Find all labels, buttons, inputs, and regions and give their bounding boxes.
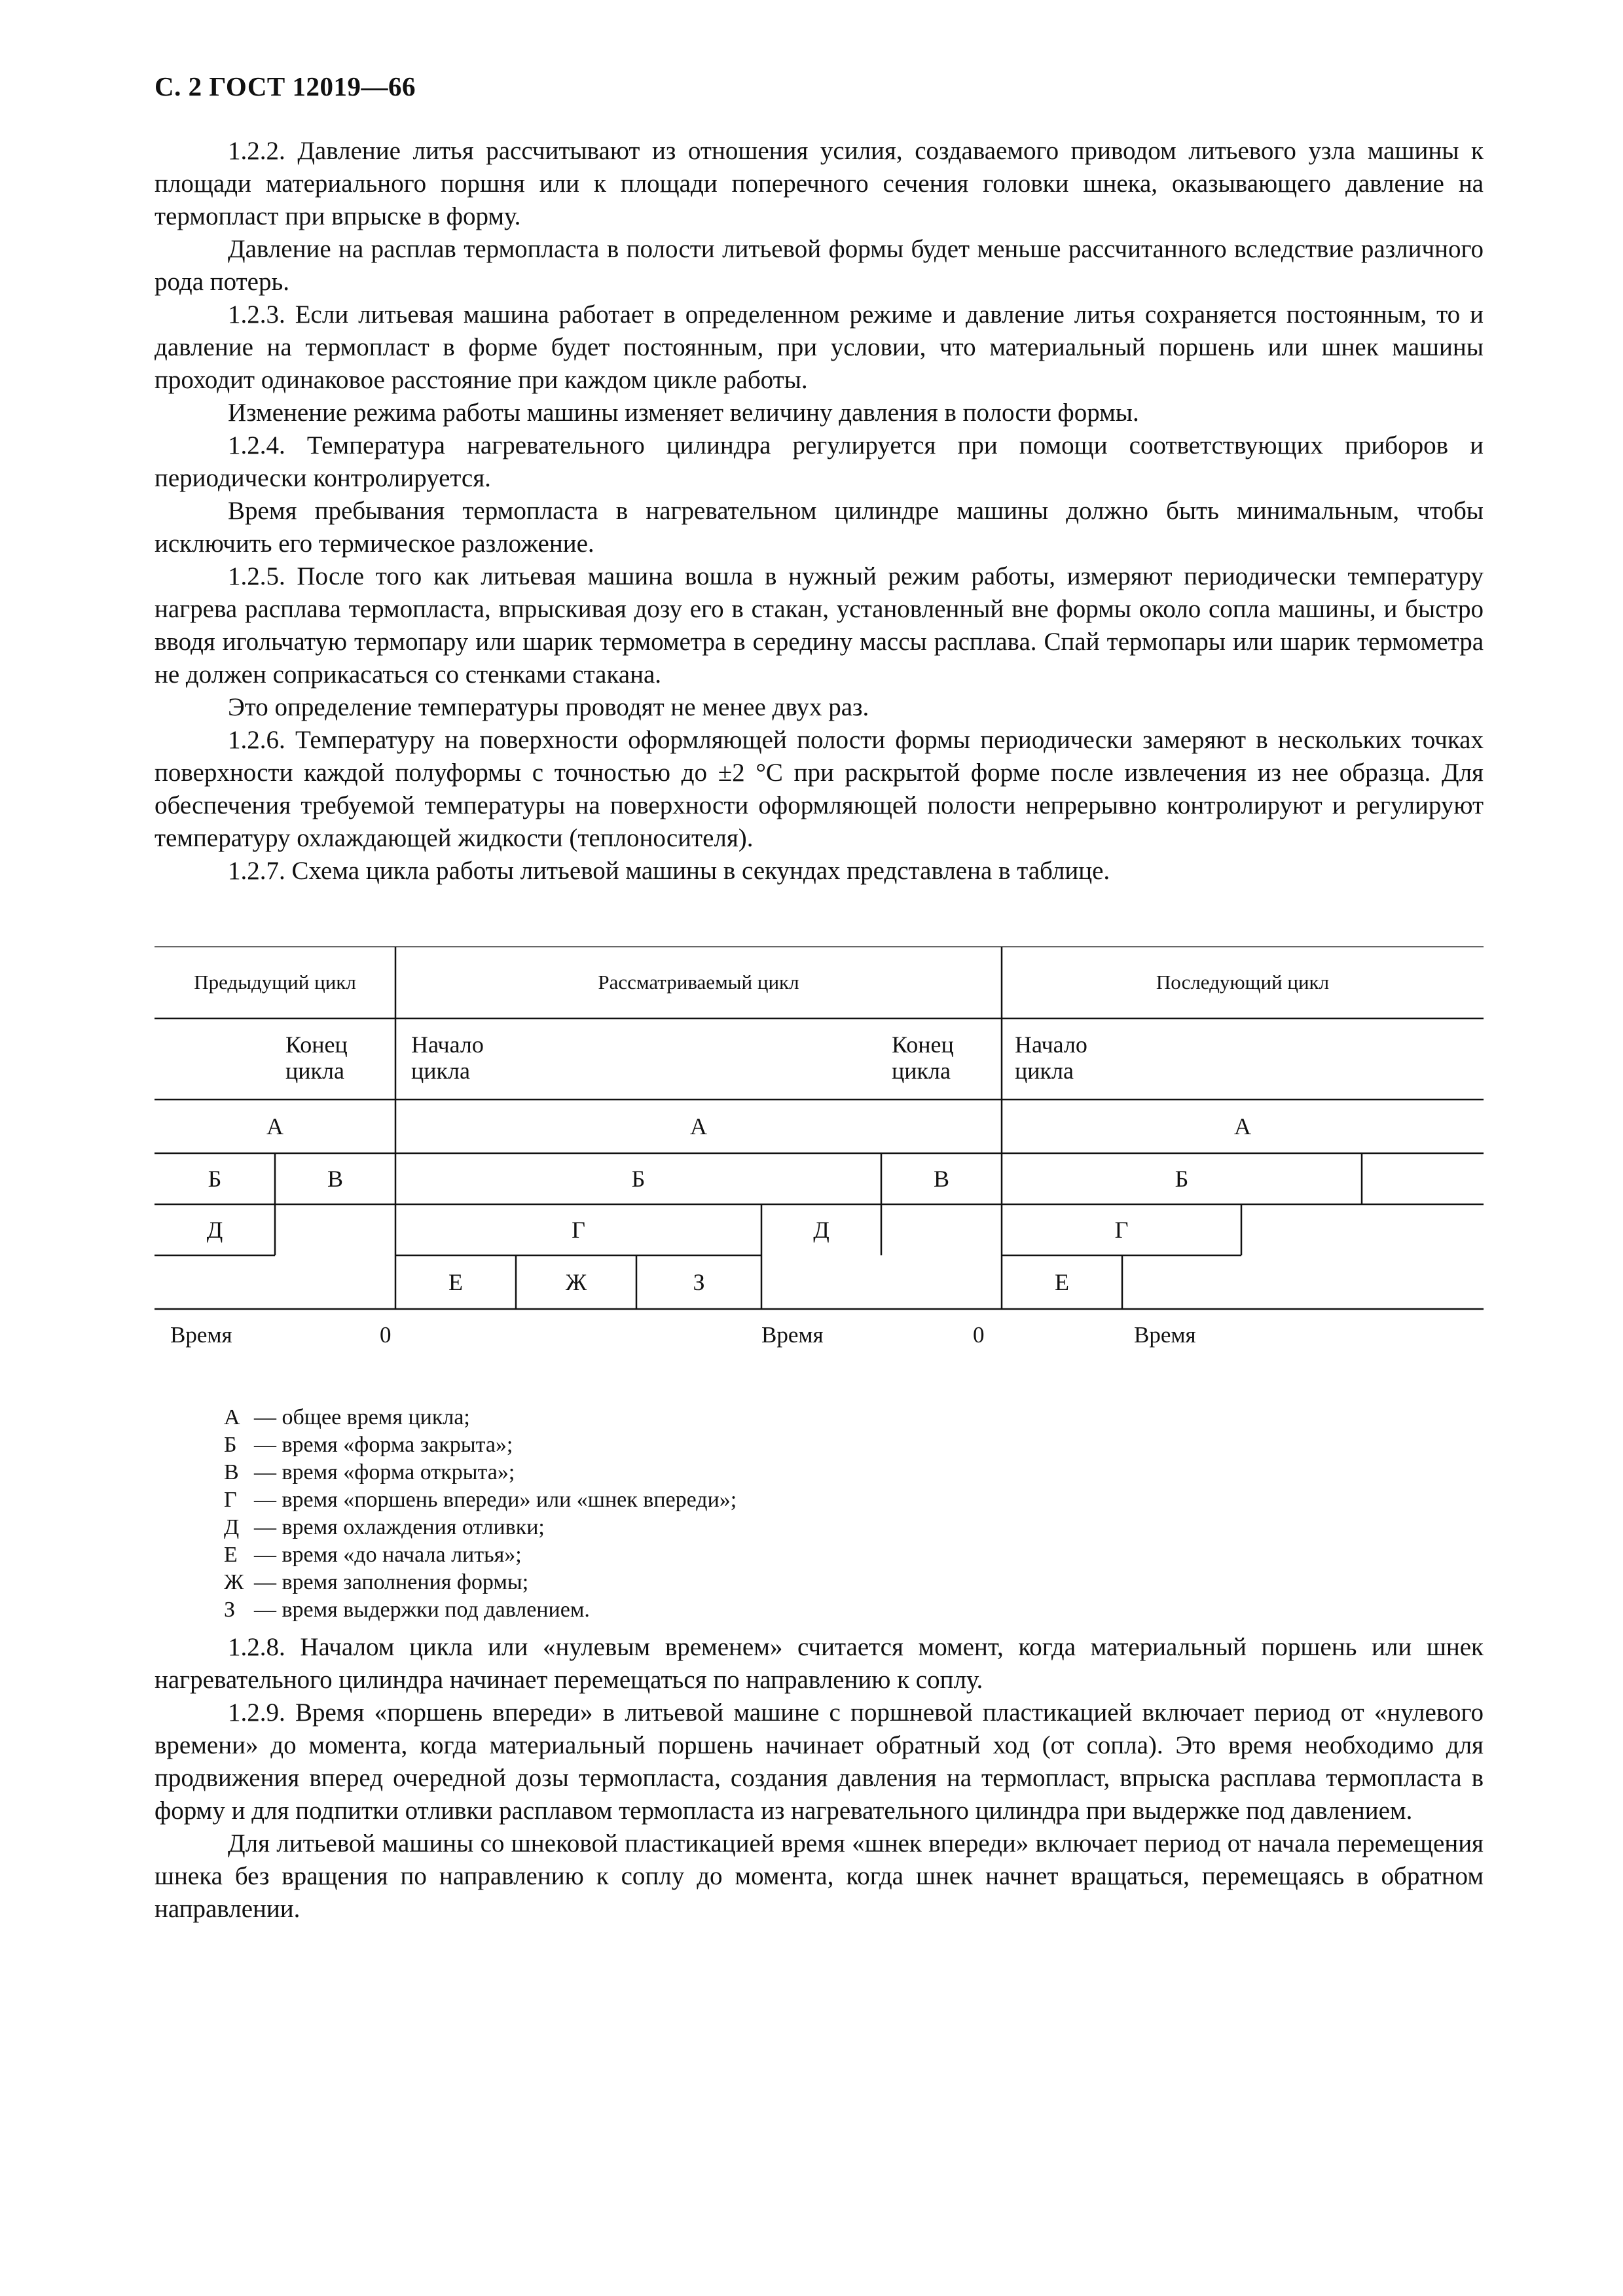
scheme-legend [224, 1404, 737, 1624]
legend-item [224, 1431, 737, 1459]
cell-d-current: Д [813, 1217, 830, 1243]
legend-letter: А [224, 1405, 240, 1429]
paragraph: Время пребывания термопласта в нагревательном цилиндре машины должно быть минимальным, чтобы исключить его термическое разложение. [155, 497, 1484, 558]
legend-text: — время охлаждения отливки; [254, 1515, 545, 1539]
cell-b-next: Б [1175, 1166, 1189, 1192]
zero-label-next: 0 [973, 1322, 985, 1348]
paragraph: 1.2.2. Давление литья рассчитывают из отношения усилия, создаваемого приводом литьевого узла машины к площади материального поршня или к площади поперечного сечения головки шнека, оказывающего давление на термопласт при впрыске в форму. [155, 137, 1484, 230]
legend-text: — время заполнения формы; [254, 1570, 529, 1594]
time-label-prev: Время [170, 1322, 232, 1348]
next-start-cycle: Начало цикла [1015, 1031, 1087, 1084]
cell-d-prev: Д [206, 1217, 223, 1243]
cycle-scheme-table [155, 946, 1484, 1405]
cell-e-next: Е [1055, 1269, 1069, 1295]
header-prev-cycle: Предыдущий цикл [194, 971, 356, 994]
cell-b-prev: Б [208, 1166, 222, 1192]
paragraph: 1.2.9. Время «поршень впереди» в литьевой машине с поршневой пластикацией включает период от «нулевого времени» до момента, когда материальный поршень начинает обратный ход (от сопла). Это время необходимо для продвижения вперед очередной дозы термопласта, создания давления на термопласт, впрыска расплава термопласта в форму и для подпитки отливки расплавом термопласта из нагревательного цилиндра при выдержке под давлением. [155, 1698, 1484, 1825]
legend-item [224, 1486, 737, 1514]
legend-item [224, 1596, 737, 1624]
cell-a-prev: А [266, 1113, 283, 1139]
cell-v-prev: В [327, 1166, 343, 1192]
legend-item [224, 1569, 737, 1596]
cell-g-next: Г [1114, 1217, 1129, 1243]
legend-text: — время «поршень впереди» или «шнек впереди»; [254, 1488, 737, 1512]
legend-item [224, 1459, 737, 1486]
cell-z-current: З [693, 1269, 705, 1295]
time-label-next: Время [1134, 1322, 1196, 1348]
paragraph: Это определение температуры проводят не менее двух раз. [228, 693, 869, 721]
legend-letter: Ж [224, 1570, 244, 1594]
paragraph: Изменение режима работы машины изменяет величину давления в полости формы. [228, 399, 1139, 427]
legend-letter: Е [224, 1543, 238, 1567]
cell-a-next: А [1234, 1113, 1251, 1139]
current-end-cycle: Конец цикла [892, 1031, 954, 1084]
legend-item [224, 1541, 737, 1569]
legend-letter: З [224, 1598, 236, 1622]
legend-text: — время выдержки под давлением. [254, 1598, 590, 1622]
paragraph: 1.2.7. Схема цикла работы литьевой машины в секундах представлена в таблице. [228, 857, 1110, 885]
legend-text: — время «форма открыта»; [254, 1460, 515, 1484]
body-text-bottom [155, 1631, 1484, 1926]
header-next-cycle: Последующий цикл [1156, 971, 1330, 994]
page-header: С. 2 ГОСТ 12019—66 [155, 71, 416, 101]
header-current-cycle: Рассматриваемый цикл [598, 971, 799, 994]
legend-letter: Г [224, 1488, 237, 1512]
zero-label-current: 0 [380, 1322, 392, 1348]
legend-text: — общее время цикла; [254, 1405, 470, 1429]
legend-letter: В [224, 1460, 239, 1484]
current-start-cycle: Начало цикла [411, 1031, 484, 1084]
prev-end-cycle: Конец цикла [285, 1031, 348, 1084]
time-label-current: Время [761, 1322, 824, 1348]
cell-e-current: Е [448, 1269, 463, 1295]
paragraph: 1.2.6. Температуру на поверхности оформляющей полости формы периодически замеряют в нескольких точках поверхности каждой полуформы с точностью до ±2 °С при раскрытой форме после извлечения из нее образца. Для обеспечения требуемой температуры на поверхности оформляющей полости непрерывно контролируют и регулируют температуру охлаждающей жидкости (теплоносителя). [155, 726, 1484, 852]
cell-zh-current: Ж [565, 1269, 587, 1295]
body-text-top [155, 135, 1484, 888]
paragraph: 1.2.4. Температура нагревательного цилиндра регулируется при помощи соответствующих приборов и периодически контролируется. [155, 431, 1484, 492]
paragraph: 1.2.3. Если литьевая машина работает в определенном режиме и давление литья сохраняется постоянным, то и давление на термопласт в форме будет постоянным, при условии, что материальный поршень или шнек машины проходит одинаковое расстояние при каждом цикле работы. [155, 300, 1484, 394]
paragraph: Давление на расплав термопласта в полости литьевой формы будет меньше рассчитанного вследствие различного рода потерь. [155, 235, 1484, 296]
legend-text: — время «до начала литья»; [254, 1543, 522, 1567]
cell-b-current: Б [631, 1166, 646, 1192]
cell-v-current: В [933, 1166, 949, 1192]
legend-item [224, 1514, 737, 1541]
legend-text: — время «форма закрыта»; [254, 1433, 513, 1457]
paragraph: 1.2.8. Началом цикла или «нулевым временем» считается момент, когда материальный поршень или шнек нагревательного цилиндра начинает перемещаться по направлению к соплу. [155, 1633, 1484, 1694]
legend-item [224, 1404, 737, 1431]
legend-letter: Д [224, 1515, 240, 1539]
paragraph: Для литьевой машины со шнековой пластикацией время «шнек впереди» включает период от начала перемещения шнека без вращения по направлению к соплу до момента, когда шнек начнет вращаться, перемещаясь в обратном направлении. [155, 1829, 1484, 1923]
paragraph: 1.2.5. После того как литьевая машина вошла в нужный режим работы, измеряют периодически температуру нагрева расплава термопласта, впрыскивая дозу его в стакан, установленный вне формы около сопла машины, и быстро вводя игольчатую термопару или шарик термометра в середину массы расплава. Спай термопары или шарик термометра не должен соприкасаться со стенками стакана. [155, 562, 1484, 689]
legend-letter: Б [224, 1433, 237, 1457]
cell-g-current: Г [572, 1217, 585, 1243]
cell-a-current: А [690, 1113, 707, 1139]
